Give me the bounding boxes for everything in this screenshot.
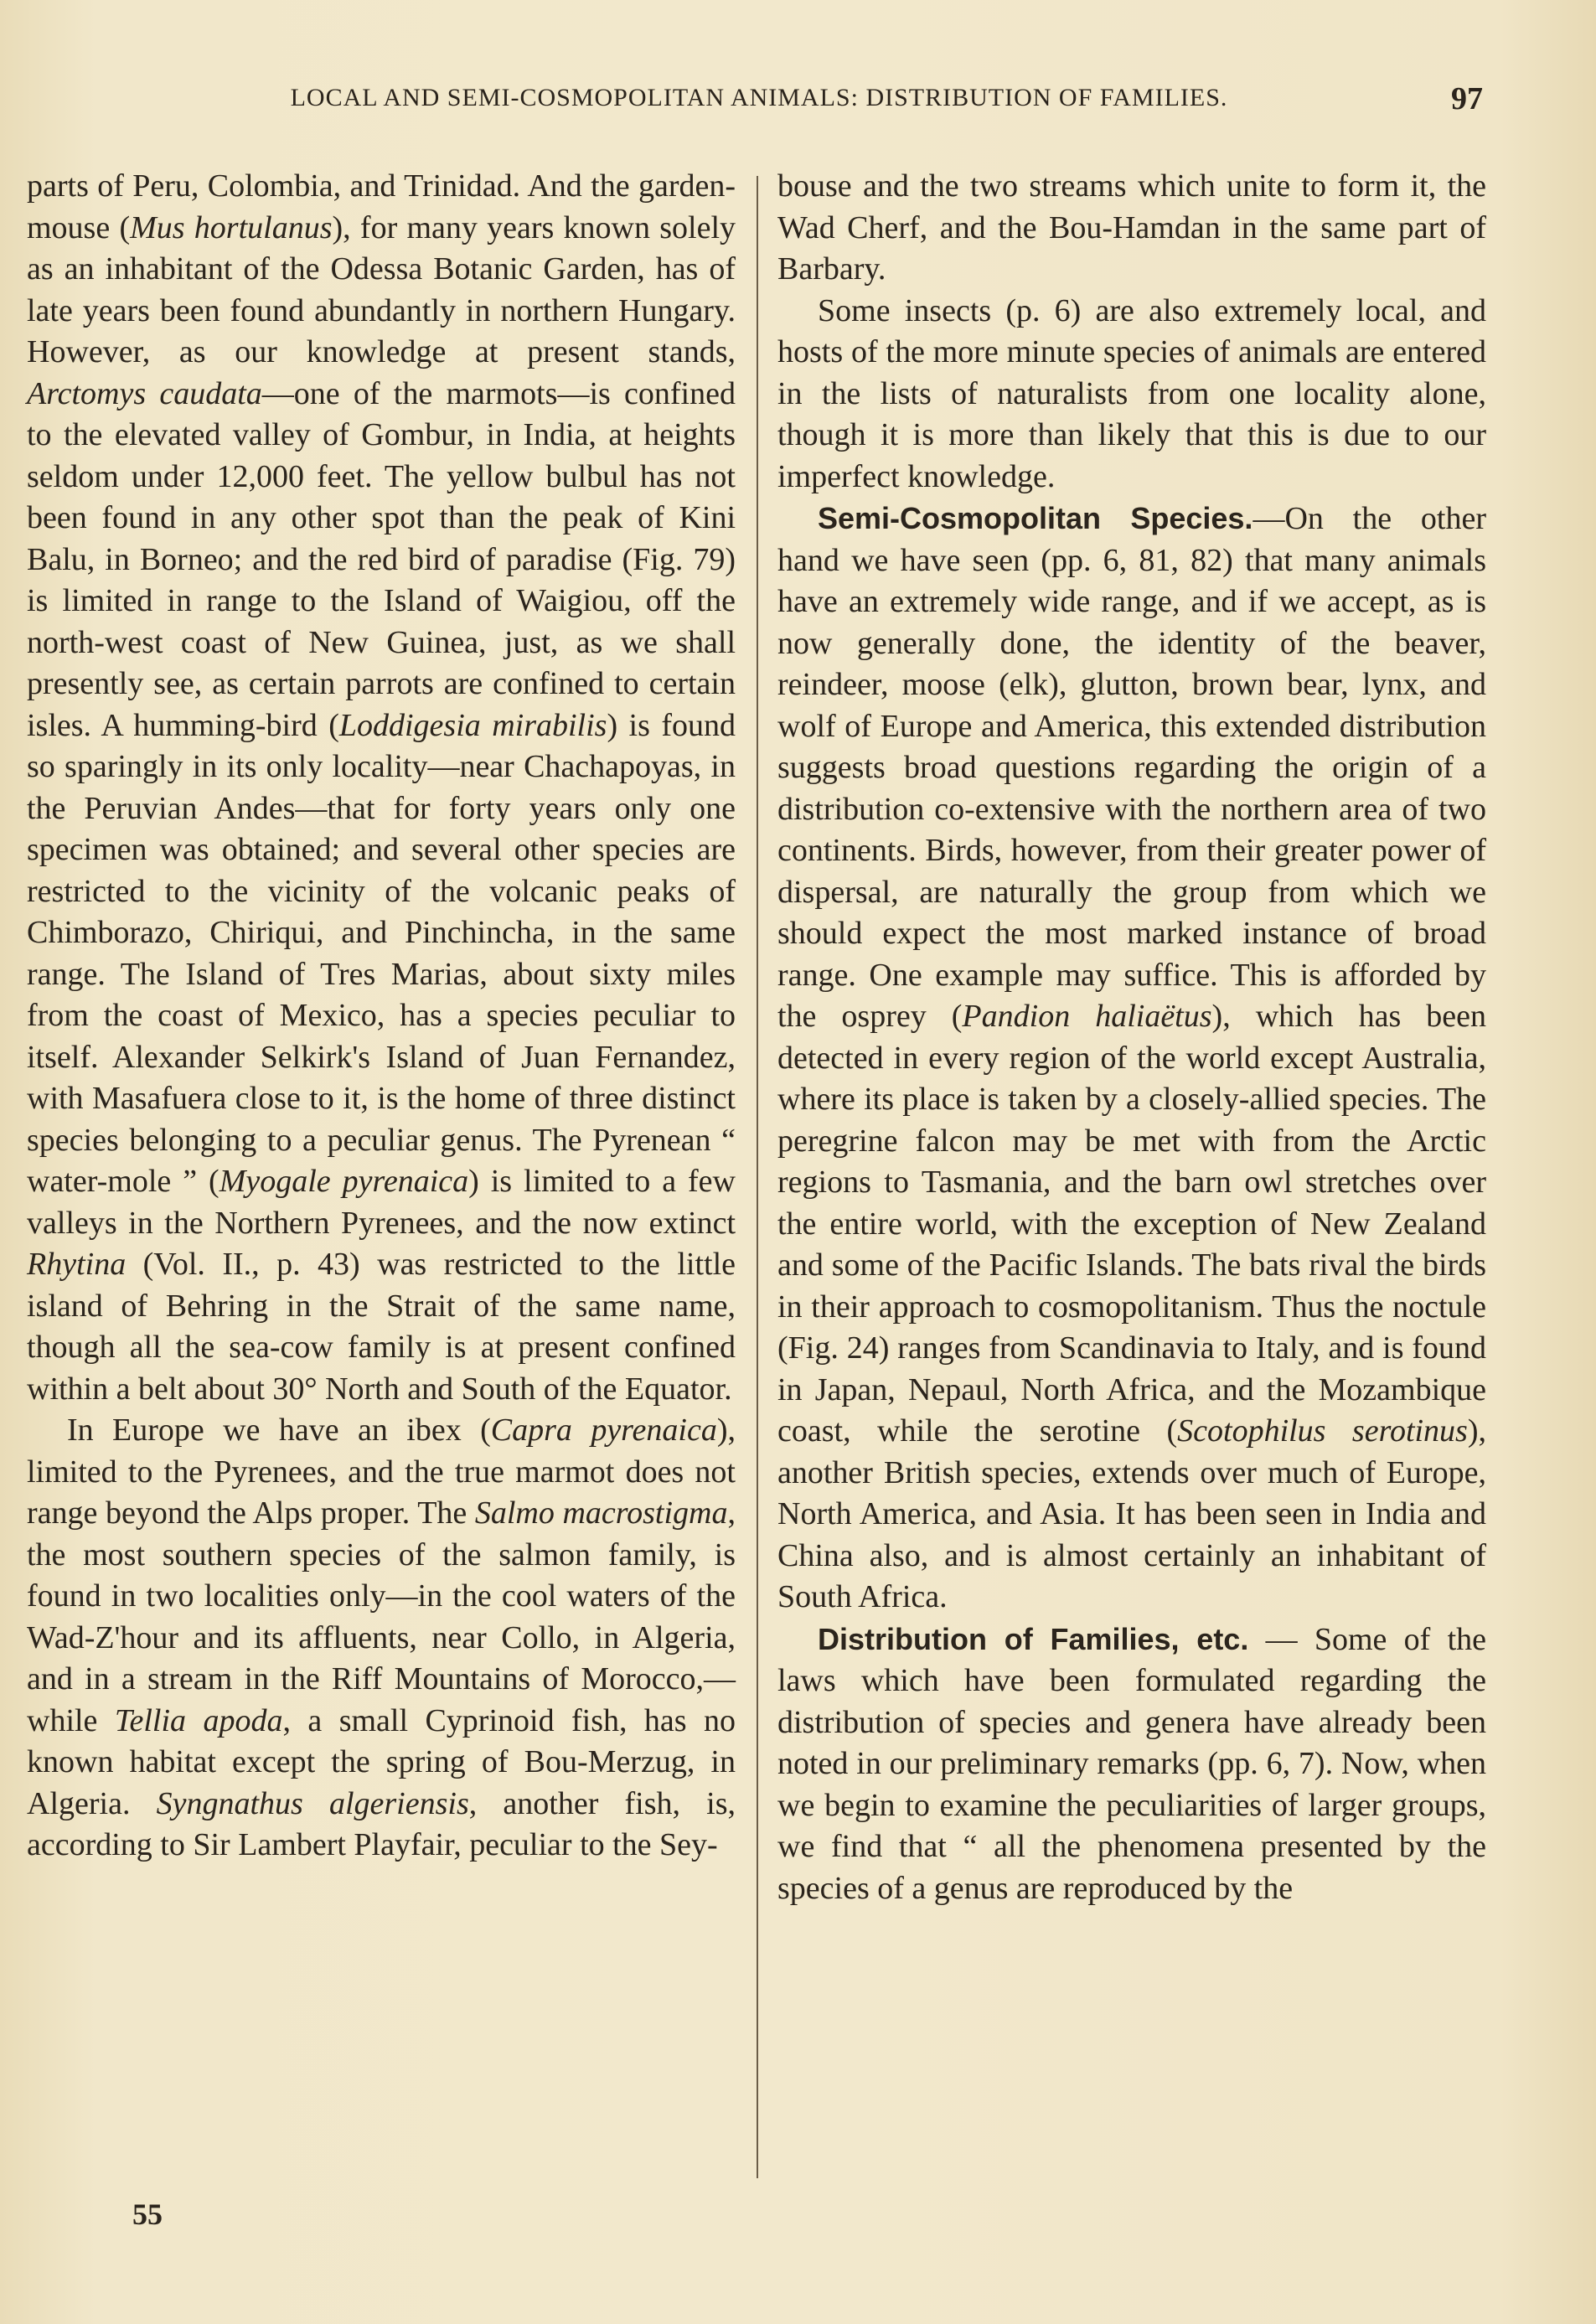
text-run: ), limited to the Pyrenees, and the true marmot does not range beyond the Alps proper. The: [27, 1412, 736, 1531]
text-run: bouse and the two streams which unite to form it, the Wad Cherf, and the Bou-Hamdan in the same part of Barbary.: [777, 168, 1486, 287]
text-run: — Some of the laws which have been formulated regarding the distribution of species and genera have already been noted in our preliminary remarks (pp. 6, 7). Now, when we begin to examine the peculiarities of larger groups, we find that “ all the phenomena presented by the species of a genus are reproduced by the: [777, 1621, 1487, 1906]
text-run: , a small Cyprinoid fish, has no known habitat except the spring of Bou-Merzug, in Algeria.: [27, 1702, 736, 1821]
paragraph: [777, 1619, 1486, 1910]
right-column: [777, 166, 1486, 1909]
section-heading: Distribution of Families, etc.: [818, 1621, 1249, 1656]
species-name: Syngnathus algeriensis: [156, 1785, 469, 1821]
running-title: LOCAL AND SEMI-COSMOPOLITAN ANIMALS: DISTRIBUTION OF FAMILIES.: [290, 84, 1228, 111]
paragraph: [777, 291, 1486, 498]
species-name: Mus hortulanus: [130, 209, 333, 245]
text-run: ), for many years known solely as an inhabitant of the Odessa Botanic Garden, has of late years been found abundantly in northern Hungary. However, as our knowledge at present stands,: [27, 209, 736, 369]
text-run: (Vol. II., p. 43) was restricted to the little island of Behring in the Strait of the same name, though all the sea-cow family is at present confined within a belt about 30° North and South of the Equator.: [27, 1247, 736, 1407]
signature-mark: 55: [132, 2197, 163, 2231]
text-run: , another fish, is, according to Sir Lambert Playfair, peculiar to the Sey-: [27, 1785, 736, 1862]
section-heading: Semi-Cosmopolitan Species.: [818, 501, 1253, 535]
species-name: Loddigesia mirabilis: [338, 707, 607, 743]
text-run: ), another British species, extends over much of Europe, North America, and Asia. It has been seen in India and China also, and is almost certainly an inhabitant of South Africa.: [777, 1413, 1487, 1614]
text-run: ) is limited to a few valleys in the Northern Pyrenees, and the now extinct: [27, 1164, 736, 1241]
text-run: —On the other hand we have seen (pp. 6, 81, 82) that many animals have an extremely wide range, and if we accept, as is now generally done, the identity of the beaver, reindeer, moose (elk), glutton, brown bear, lynx, and wolf of Europe and America, this extended distribution suggests broad questions regarding the origin of a distribution co-extensive with the northern area of two continents. Birds, however, from their greater power of dispersal, are naturally the group from which we should expect the most marked instance of broad range. One example may suffice. This is afforded by the osprey (: [777, 501, 1486, 1034]
species-name: Salmo macrostigma: [474, 1495, 728, 1531]
page-number: 97: [1451, 81, 1483, 116]
paragraph: [777, 498, 1486, 1619]
text-run: parts of Peru, Colombia, and Trinidad. And the garden-mouse (: [27, 168, 736, 245]
species-name: Tellia apoda: [114, 1702, 283, 1738]
text-run: , the most southern species of the salmon family, is found in two localities only—in the cool waters of the Wad-Z'hour and its affluents, near Collo, in Algeria, and in a stream in the Riff Mountains of Morocco,—while: [27, 1495, 736, 1738]
text-run: ), which has been detected in every region of the world except Australia, where its place is taken by a closely-allied species. The peregrine falcon may be met with from the Arctic regions to Tasmania, and the barn owl stretches over the entire world, with the exception of New Zealand and some of the Pacific Islands. The bats rival the birds in their approach to cosmopolitanism. Thus the noctule (Fig. 24) ranges from Scandinavia to Italy, and is found in Japan, Nepaul, North Africa, and the Mozambique coast, while the serotine (: [777, 999, 1486, 1449]
left-column: [27, 166, 736, 1867]
paragraph: [777, 166, 1486, 291]
species-name: Myogale pyrenaica: [219, 1164, 469, 1199]
text-run: ) is found so sparingly in its only locality—near Chachapoyas, in the Peruvian Andes—that for forty years only one specimen was obtained; and several other species are restricted to the vicinity of the volcanic peaks of Chimborazo, Chiriqui, and Pinchincha, in the same range. The Island of Tres Marias, about sixty miles from the coast of Mexico, has a species peculiar to itself. Alexander Selkirk's Island of Juan Fernandez, with Masafuera close to it, is the home of three distinct species belonging to a peculiar genus. The Pyrenean “ water-mole ” (: [27, 707, 736, 1199]
species-name: Arctomys caudata: [27, 375, 262, 411]
species-name: Capra pyrenaica: [490, 1412, 717, 1448]
species-name: Pandion haliaëtus: [962, 999, 1212, 1034]
text-run: In Europe we have an ibex (: [67, 1412, 491, 1448]
species-name: Rhytina: [27, 1247, 127, 1282]
paragraph: [27, 1410, 736, 1867]
species-name: Scotophilus serotinus: [1177, 1413, 1468, 1449]
column-divider: [757, 176, 758, 2178]
text-run: —one of the marmots—is confined to the elevated valley of Gombur, in India, at heights seldom under 12,000 feet. The yellow bulbul has not been found in any other spot than the peak of Kini Balu, in Borneo; and the red bird of paradise (Fig. 79) is limited in range to the Island of Waigiou, off the north-west coast of New Guinea, just, as we shall presently see, as certain parrots are confined to certain isles. A humming-bird (: [27, 375, 736, 743]
text-run: Some insects (p. 6) are also extremely local, and hosts of the more minute species of animals are entered in the lists of naturalists from one locality alone, though it is more than likely that this is due to our imperfect knowledge.: [777, 292, 1486, 494]
paragraph: [27, 166, 736, 1410]
